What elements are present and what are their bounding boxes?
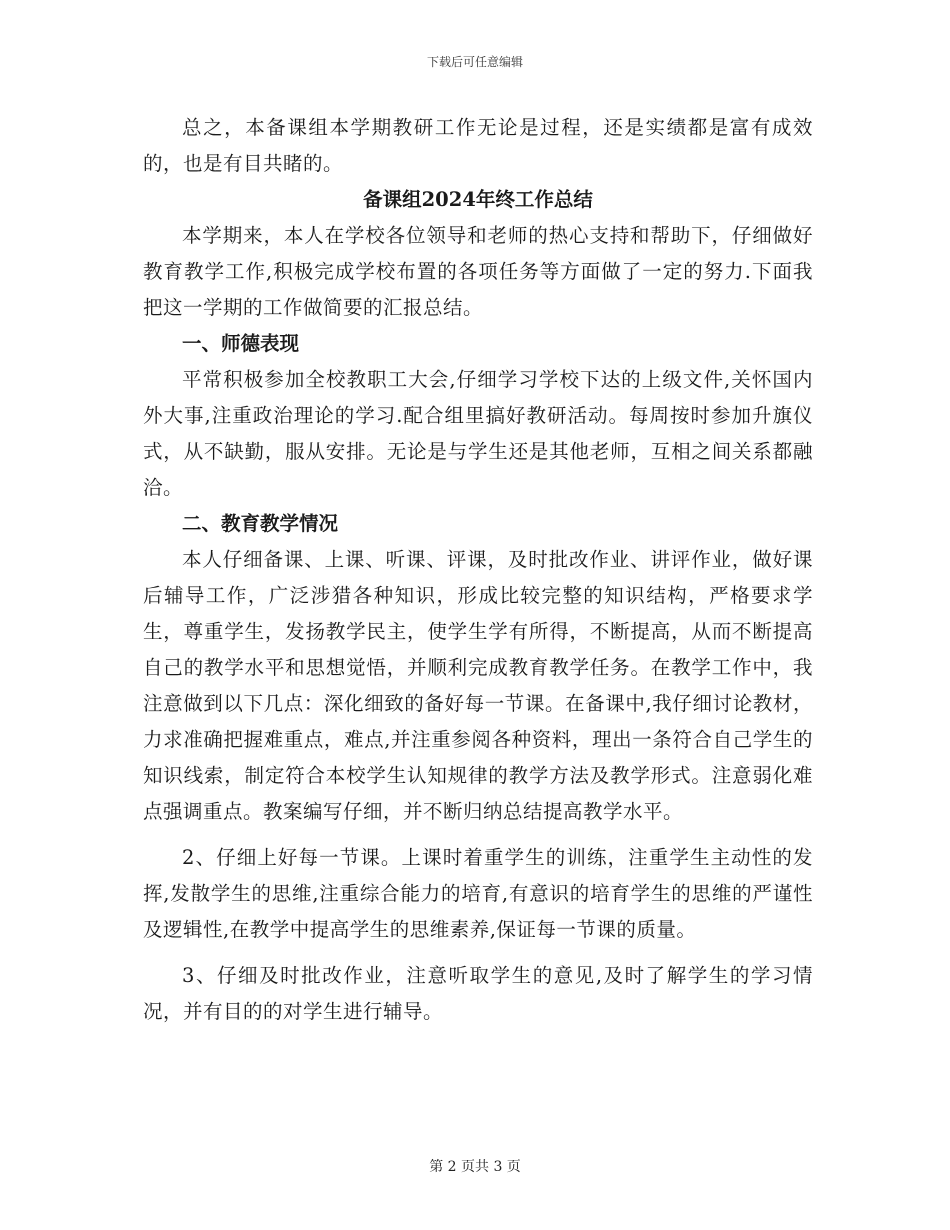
opening-paragraph: 本学期来，本人在学校各位领导和老师的热心支持和帮助下，仔细做好教育教学工作,积极完成学校布置的各项任务等方面做了一定的努力.下面我把这一学期的工作做简要的汇报总结。: [143, 224, 813, 319]
teaching-paragraph: 本人仔细备课、上课、听课、评课，及时批改作业、讲评作业，做好课后辅导工作，广泛涉猎各种知识，形成比较完整的知识结构，严格要求学生，尊重学生，发扬教学民主，使学生学有所得，不断提高，从而不断提高自己的教学水平和思想觉悟，并顺利完成教育教学任务。在教学工作中，我注意做到以下几点：深化细致的备好每一节课。在备课中,我仔细讨论教材，力求准确把握难重点，难点,并注重参阅各种资料，理出一条符合自己学生的知识线索，制定符合本校学生认知规律的教学方法及教学形式。注意弱化难点强调重点。教案编写仔细，并不断归纳总结提高教学水平。: [143, 548, 813, 823]
document-body: [143, 110, 813, 1030]
section-heading-ethics: 一、师德表现: [182, 332, 300, 355]
document-title: 备课组2024年终工作总结: [363, 188, 593, 211]
page-footer: 第 2 页共 3 页: [429, 1159, 521, 1175]
point-3-paragraph: 3、仔细及时批改作业，注意听取学生的意见,及时了解学生的学习情况，并有目的的对学生进行辅导。: [143, 964, 813, 1023]
section-heading-teaching: 二、教育教学情况: [182, 512, 339, 535]
page-header: 下载后可任意编辑: [426, 55, 523, 69]
intro-paragraph: 总之，本备课组本学期教研工作无论是过程，还是实绩都是富有成效的，也是有目共睹的。: [143, 116, 813, 175]
ethics-paragraph: 平常积极参加全校教职工大会,仔细学习学校下达的上级文件,关怀国内外大事,注重政治理论的学习.配合组里搞好教研活动。每周按时参加升旗仪式，从不缺勤，服从安排。无论是与学生还是其他老师，互相之间关系都融洽。: [143, 368, 813, 499]
point-2-paragraph: 2、仔细上好每一节课。上课时着重学生的训练，注重学生主动性的发挥,发散学生的思维,注重综合能力的培育,有意识的培育学生的思维的严谨性及逻辑性,在教学中提高学生的思维素养,保证每一节课的质量。: [143, 846, 813, 941]
